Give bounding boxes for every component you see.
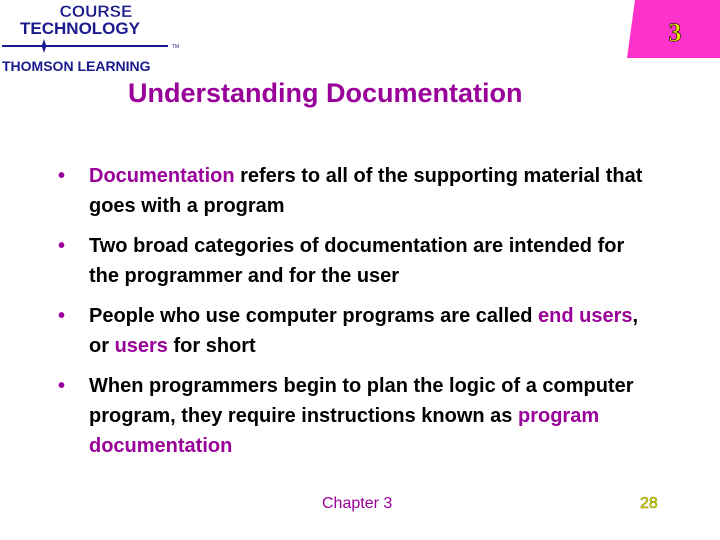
course-technology-logo <box>0 0 185 80</box>
bullet-text: When programmers begin to plan the logic of a computer program, they require instructions known as <box>89 375 634 427</box>
highlight-term: Documentation <box>89 165 235 187</box>
bullet-dot-icon: • <box>58 235 66 257</box>
bullet-list <box>58 161 658 471</box>
logo-line-technology: TECHNOLOGY <box>20 19 140 38</box>
logo-star-icon <box>36 39 52 53</box>
bullet-item <box>58 371 658 461</box>
highlight-term: end users <box>538 305 633 327</box>
bullet-text: refers to all of the supporting material that goes with a program <box>89 165 643 217</box>
bullet-text: for short <box>167 335 256 357</box>
page-number: 28 <box>640 495 658 512</box>
highlight-term: program documentation <box>89 405 600 457</box>
bullet-item <box>58 301 658 361</box>
logo-line-course: COURSE <box>59 2 133 21</box>
chapter-badge <box>627 0 720 60</box>
badge-number: 3 <box>668 18 682 47</box>
bullet-text: , or <box>89 305 639 357</box>
bullet-item <box>58 231 658 291</box>
bullet-item <box>58 161 658 221</box>
footer-chapter-label: Chapter 3 <box>322 495 393 512</box>
bullet-dot-icon: • <box>58 305 66 327</box>
bullet-dot-icon: • <box>58 165 66 187</box>
bullet-text: Two broad categories of documentation are intended for the programmer and for the user <box>89 235 625 287</box>
highlight-term: users <box>114 335 168 357</box>
logo-trademark: TM <box>172 44 180 50</box>
slide-title: Understanding Documentation <box>128 78 523 108</box>
bullet-text: People who use computer programs are called <box>89 305 539 327</box>
bullet-dot-icon: • <box>58 375 66 397</box>
logo-line-thomson: THOMSON LEARNING <box>2 58 151 74</box>
